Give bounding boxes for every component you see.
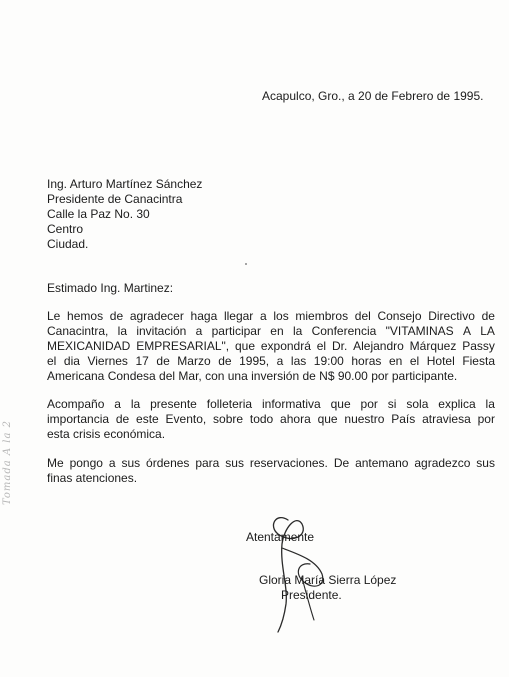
word: De [333, 456, 350, 470]
word: que [234, 339, 256, 353]
word: a [259, 309, 267, 323]
word: informativa [262, 397, 321, 411]
word: Viernes [87, 354, 128, 368]
word: los [273, 309, 289, 323]
word: la [485, 397, 495, 411]
word: de [156, 354, 170, 368]
word: Passy [462, 339, 495, 353]
word: explica [438, 397, 476, 411]
word: órdenes [146, 456, 190, 470]
word: 1995, [239, 354, 270, 368]
word: Consejo [377, 309, 422, 323]
word: agradezco [414, 456, 471, 470]
word: LA [480, 324, 495, 338]
word: la [130, 397, 141, 411]
word: Fiesta [462, 354, 495, 368]
paragraph-line [47, 324, 495, 339]
word: folleteria [206, 397, 253, 411]
closing: Atentamente [246, 530, 315, 544]
salutation: Estimado Ing. Martinez: [47, 281, 174, 295]
word: Le [47, 309, 61, 323]
word: a [276, 354, 284, 368]
word: todo [249, 412, 274, 426]
paragraph-line [47, 354, 495, 369]
word: por [360, 397, 378, 411]
word: a [195, 324, 203, 338]
word: el [316, 339, 327, 353]
word: de [218, 354, 232, 368]
word: a [114, 397, 121, 411]
paragraph-line [47, 339, 495, 354]
word: Dr. [331, 339, 348, 353]
word: de [109, 309, 124, 323]
word: hemos [67, 309, 104, 323]
word: presente [150, 397, 197, 411]
word: sus [476, 456, 495, 470]
word: Directivo [428, 309, 475, 323]
word: nuestro [344, 412, 385, 426]
word: reservaciones. [249, 456, 328, 470]
word: a [108, 456, 116, 470]
word: País [391, 412, 416, 426]
word: participar [211, 324, 261, 338]
word: el [409, 354, 420, 368]
word: sus [225, 456, 244, 470]
word: atraviesa [422, 412, 471, 426]
word: que [317, 412, 338, 426]
place-date: Acapulco, Gro., a 20 de Febrero de 1995. [262, 89, 484, 103]
recipient-name: Ing. Arturo Martínez Sánchez [47, 177, 203, 191]
word: EMPRESARIAL", [136, 339, 230, 353]
word: Conferencia [311, 324, 377, 338]
word: A [462, 324, 471, 338]
word: horas [351, 354, 382, 368]
word: de [481, 309, 495, 323]
signer-name: Gloria María Sierra López [259, 573, 397, 587]
paragraph-line: Americana Condesa del Mar, con una inversión de N$ 90.00 por participante. [47, 369, 458, 383]
word: sola [406, 397, 429, 411]
word: miembros [295, 309, 349, 323]
word: Me [47, 456, 64, 470]
word: "VITAMINAS [385, 324, 454, 338]
word: 19:00 [313, 354, 344, 368]
word: importancia [47, 412, 110, 426]
word: por [477, 412, 495, 426]
word: para [195, 456, 220, 470]
recipient-street: Calle la Paz No. 30 [47, 207, 150, 221]
word: Alejandro [353, 339, 404, 353]
word: 17 [135, 354, 149, 368]
word: Acompaño [47, 397, 105, 411]
word: Evento, [165, 412, 207, 426]
word: expondrá [260, 339, 311, 353]
word: en [270, 324, 284, 338]
word: este [136, 412, 159, 426]
word: dia [63, 354, 80, 368]
paragraph-line [47, 309, 495, 324]
word: invitación [136, 324, 187, 338]
paragraph-line: esta crisis económica. [47, 427, 166, 441]
word: Canacintra, [47, 324, 109, 338]
recipient-district: Centro [47, 222, 84, 236]
word: la [117, 324, 128, 338]
scan-speck [245, 263, 247, 265]
word: llegar [223, 309, 254, 323]
signer-title: Presidente. [281, 588, 342, 602]
word: MEXICANIDAD [47, 339, 131, 353]
word: sus [121, 456, 141, 470]
paragraph-line [47, 397, 495, 412]
word: Marzo [177, 354, 211, 368]
word: de [115, 412, 130, 426]
word: ahora [280, 412, 311, 426]
paragraph-line [47, 412, 495, 427]
word: antemano [355, 456, 409, 470]
paragraph-line: finas atenciones. [47, 471, 138, 485]
word: Hotel [426, 354, 455, 368]
word: el [47, 354, 57, 368]
word: haga [190, 309, 218, 323]
recipient-city: Ciudad. [47, 237, 89, 251]
word: la [292, 324, 303, 338]
paragraph-line [47, 456, 495, 471]
word: en [388, 354, 403, 368]
word: las [290, 354, 307, 368]
word: agradecer [129, 309, 184, 323]
word: sobre [213, 412, 244, 426]
margin-handwritten-note: Tomada A la 2 [2, 419, 13, 505]
word: del [354, 309, 371, 323]
recipient-title: Presidente de Canacintra [47, 192, 183, 206]
word: que [330, 397, 351, 411]
word: si [387, 397, 397, 411]
word: pongo [69, 456, 103, 470]
word: Márquez [409, 339, 457, 353]
